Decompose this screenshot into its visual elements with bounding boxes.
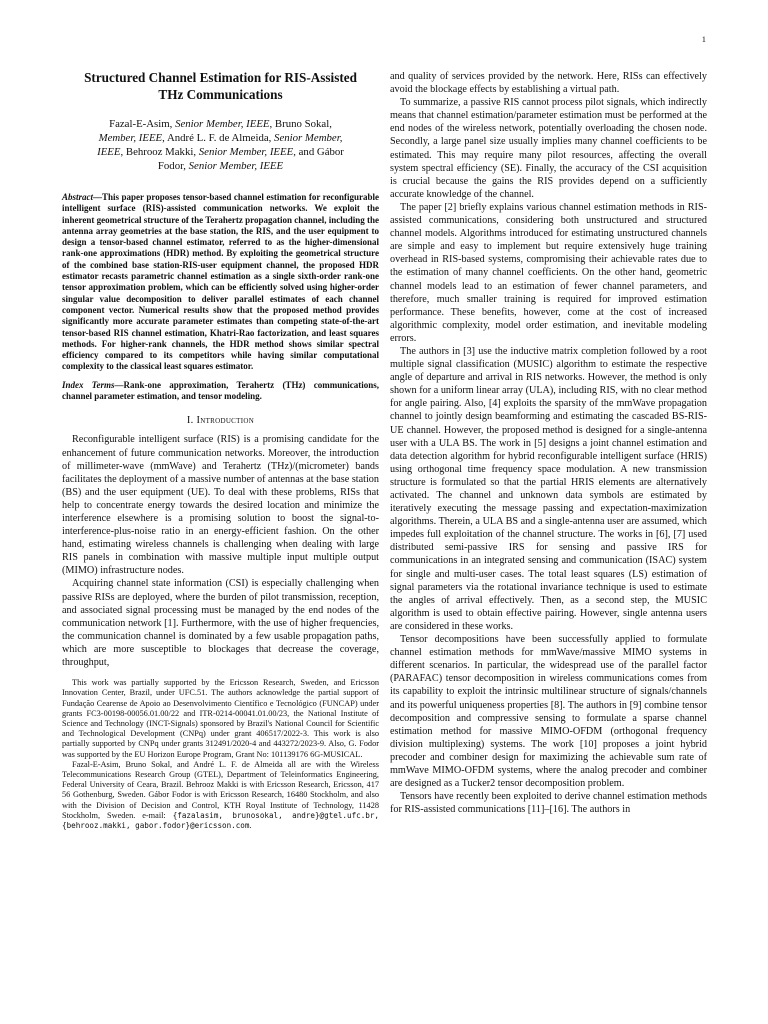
- body-paragraph: To summarize, a passive RIS cannot process pilot signals, which indirectly means that channel estimation/parameter estimation must be performed at the end nodes of the wireless network, potentially overloading the chosen node. Secondly, a large panel size usually implies many channel coefficients to be estimated. This may require many pilot resources, affecting the overall system spectral efficiency (SE). Finally, the accuracy of the CSI acquisition is crucial because the gains the RIS provides depend on a sufficiently accurate knowledge of the channel.: [390, 97, 707, 200]
- left-column: [62, 70, 379, 831]
- author-role: Senior Member, IEEE: [175, 118, 270, 130]
- body-paragraph: Tensor decompositions have been successfully applied to formulate channel estimation methods for mmWave/massive MIMO systems in different scenarios. In particular, the widespread use of the parallel factor (PARAFAC) tensor decomposition in wireless communications comes from its capability to exploit the intrinsic multilinear structure of signals/channels and its powerful uniqueness properties [8]. The authors in [9] combine tensor decomposition and compressive sensing to formulate a sparse channel estimation method for massive MIMO-OFDM (orthogonal frequency division multiplexing) systems. The work [10] proposes a joint hybrid precoder and combiner design for maximizing the achievable sum rate of mmWave MIMO-OFDM systems, where the analog precoder and combiner are designed as a Tucker2 tensor decomposition problem.: [390, 634, 707, 790]
- abstract: [62, 192, 379, 373]
- author-name: and Gábor Fodor,: [157, 146, 344, 172]
- body-paragraph: and quality of services provided by the network. Here, RISs can effectively avoid the blockage effects by establishing a virtual path.: [390, 71, 707, 96]
- abstract-label: Abstract: [62, 192, 94, 202]
- footnote-funding: This work was partially supported by the Ericsson Research, Sweden, and Ericsson Innovation Center, Brazil, under UFC.51. The authors acknowledge the partial support of Fundação Cearense de Apoio ao Desenvolvimento Científico e Tecnológico (FUNCAP) under grants FC3-00198-00056.01.00/22 and ITR-0214-00041.01.00/23, the National Institute of Science and Technology (INCT-Signals) sponsored by Brazil's National Council for Scientific and Technological Development (CNPq) under grant 406517/2022-3. This work is also partially supported by CNPq under grants 312491/2020-4 and 443272/2023-9. Also, G. Fodor was supported by the EU Horizon Europe Program, Grant No: 101139176 6G-MUSICAL.: [62, 678, 379, 759]
- author-name: Behrooz Makki,: [125, 146, 197, 158]
- body-paragraph: Acquiring channel state information (CSI) is especially challenging when passive RISs are deployed, where the burden of pilot transmission, reception, and associated signal processing must be managed by the end nodes of the communication network [1]. Furthermore, with the use of higher frequencies, the communication channel is dominated by a few usable propagation paths, which are more susceptible to blockages that decrease the coverage, throughput,: [62, 578, 379, 669]
- author-name: André L. F. de Almeida,: [166, 132, 272, 144]
- index-terms-text: —Rank-one approximation, Terahertz (THz) communications, channel parameter estimation, and tensor modeling.: [62, 379, 379, 402]
- author-list: Fazal-E-Asim, Senior Member, IEEE, Bruno Sokal, Member, IEEE, André L. F. de Almeida, Senior Member, IEEE, Behrooz Makki, Senior Member, IEEE, and Gábor Fodor, Senior Member, IEEE: [97, 118, 344, 172]
- index-terms: [62, 380, 379, 403]
- author-role: Senior Member, IEEE: [188, 160, 284, 172]
- footnote: [62, 678, 379, 831]
- body-paragraph: The authors in [3] use the inductive matrix completion followed by a root multiple signal classification (MUSIC) algorithm to estimate the respective angle of departure and arrival in RIS networks. However, the method is only shown for a uniform linear array (ULA), including RIS, with no clear method for angle pairing. Also, [4] exploits the sparsity of the mmWave propagation channel to jointly design beamforming and estimating the cascaded BS-RIS-UE channel. However, the proposed method is designed for a single-antenna user with a ULA BS. The work in [5] designs a joint channel estimation and data detection algorithm for hybrid reconfigurable intelligent surface (HRIS) using orthogonal time frequency space modulation. A new transmission structure is formulated so that the partial HRIS elements are alternatively activated. The channel and unknown data symbols are estimated by iteratively executing the message passing and expectation-maximization algorithms. Therein, a ULA BS and a single-antenna user are assumed, which impedes full exploitation of the channel structure. The works in [6], [7] used distributed semi-passive IRS for sensing and passive IRS for communications in an integrated sensing and communication (ISAC) system for single and multi-user cases. The total least squares (LS) estimation of signal parameters via the rotational invariance technique is used to estimate the angles of arrival effectively. Then, as a second step, the MUSIC algorithm is used to obtain effective pairing. However, single antenna users are considered in these works.: [390, 345, 707, 632]
- author-name: Fazal-E-Asim,: [109, 118, 173, 130]
- footnote-affiliations: Fazal-E-Asim, Bruno Sokal, and André L. F. de Almeida all are with the Wireless Telecommunications Research Group (GTEL), Department of Teleinformatics Engineering, Federal University of Ceara, Brazil. Behrooz Makki is with Ericsson Research, Ericsson, 417 56 Gothenburg, Sweden. Gábor Fodor is with Ericsson Research, 16480 Stockholm, and also with the Division of Decision and Control, KTH Royal Institute of Technology, 11428 Stockholm, Sweden. e-mail: {fazalasim, brunosokal, andre}@gtel.ufc.br, {behrooz.makki, gabor.fodor}@ericsson.com.: [62, 759, 379, 830]
- author-name: Bruno Sokal,: [274, 118, 332, 130]
- paper-title: Structured Channel Estimation for RIS-Assisted THz Communications: [84, 70, 357, 102]
- footnote-emails: {fazalasim, brunosokal, andre}@gtel.ufc.br,: [172, 810, 379, 820]
- abstract-text: —This paper proposes tensor-based channel estimation for reconfigurable intelligent surface (RIS)-assisted communication networks. We exploit the inherent geometrical structure of the Terahertz propagation channel, including the antenna array geometries at the base station, the RIS, and the user equipment to design a tensor-based channel estimator, referred to as the higher-dimensional rank-one approximations (HDR) method. By exploiting the geometrical structure of the combined base station-RIS-user equipment channel, the proposed HDR estimator recasts parametric channel estimation as a single sixth-order rank-one tensor approximation problem, which can be efficiently solved using higher-order singular value decomposition to deliver parallel estimates of each channel component vector. Numerical results show that the proposed method provides significantly more accurate parameter estimates than competing state-of-the-art tensor-based RIS channel estimation, Khatri-Rao factorization, and least squares methods. For higher-rank channels, the HDR method shows similar spectral efficiency compared to its competitors while having similar computational complexity to the classical least squares estimator.: [62, 192, 379, 372]
- section-heading-introduction: I. Introduction: [186, 415, 255, 427]
- author-role: Senior Member, IEEE: [198, 146, 294, 158]
- footnote-emails: {behrooz.makki, gabor.fodor}@ericsson.com: [62, 820, 250, 830]
- body-paragraph: Tensors have recently been exploited to derive channel estimation methods for RIS-assisted communications [11]–[16]. The authors in: [390, 791, 707, 816]
- page-number: 1: [701, 34, 706, 44]
- right-column: [390, 70, 707, 816]
- body-paragraph: Reconfigurable intelligent surface (RIS) is a promising candidate for the enhancement of future communication networks. Moreover, the introduction of millimeter-wave (mmWave) and Terahertz (THz)/(micrometer) bands facilitates the deployment of a massive number of antennas at the base station (BS) and the user equipment (UE). To deal with these problems, RISs that help to concentrate energy towards the desired location and minimize the interference elsewhere is a promising solution to boost the signal-to-interference-plus-noise ratio in an energy-efficient fashion. On the other hand, estimating wireless channels is challenging when dealing with large RIS panels in combination with massive multiple input multiple output (MIMO) infrastructure nodes.: [62, 434, 379, 577]
- index-terms-label: Index Terms: [62, 379, 115, 390]
- author-role: Senior Member, IEEE: [97, 132, 343, 158]
- body-paragraph: The paper [2] briefly explains various channel estimation methods in RIS-assisted communications, considering both unstructured and structured channel models. Algorithms introduced for estimating unstructured channels are simple and easy to implement but require extensively huge training overhead in RIS-based systems, compromising their achievable rates due to the estimation of many channel coefficients. On the other hand, geometric channel models lead to an estimation of fewer channel parameters, and therefore, much smaller training is required for improved estimation performance. These benefits, however, come at the cost of increased algorithmic complexity, model order estimation, and inevitable modeling errors.: [390, 201, 707, 344]
- author-role: Member, IEEE: [98, 132, 163, 144]
